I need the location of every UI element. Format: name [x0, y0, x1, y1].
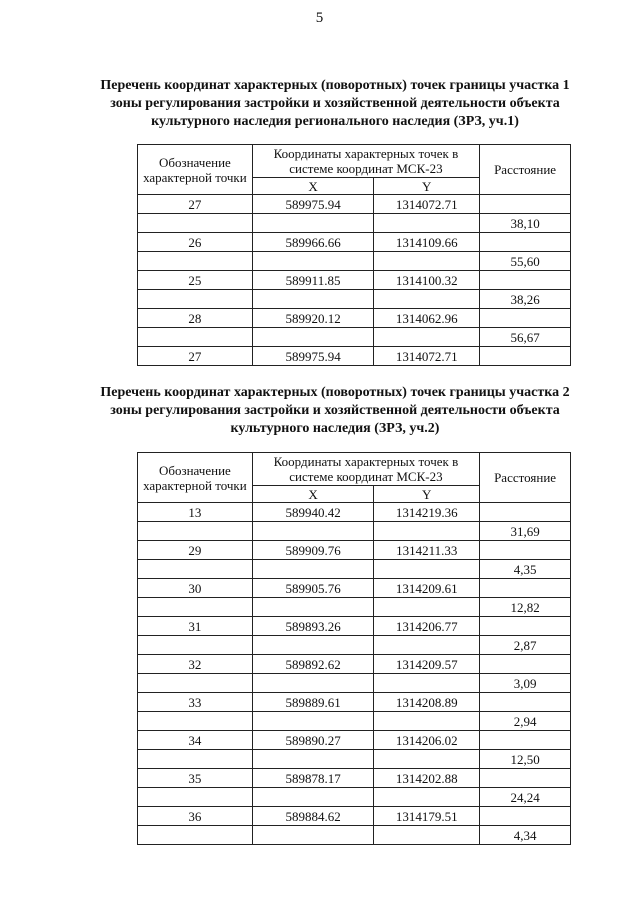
header-point-designation: Обозначение характерной точки	[138, 453, 253, 503]
cell-distance: 55,60	[480, 252, 571, 271]
cell-distance: 12,50	[480, 750, 571, 769]
cell-point	[138, 674, 253, 693]
cell-x	[252, 522, 374, 541]
point-row	[138, 731, 571, 750]
cell-x	[252, 750, 374, 769]
cell-point: 30	[138, 579, 253, 598]
cell-y	[374, 522, 480, 541]
header-y: Y	[374, 178, 480, 195]
cell-distance	[480, 579, 571, 598]
cell-y: 1314209.61	[374, 579, 480, 598]
cell-y: 1314109.66	[374, 233, 480, 252]
cell-point	[138, 328, 253, 347]
cell-y	[374, 826, 480, 845]
cell-distance: 31,69	[480, 522, 571, 541]
cell-x	[252, 636, 374, 655]
point-row	[138, 541, 571, 560]
cell-x: 589884.62	[252, 807, 374, 826]
cell-x	[252, 788, 374, 807]
section-2-title-line: зоны регулирования застройки и хозяйственной деятельности объекта	[110, 403, 560, 418]
cell-x: 589889.61	[252, 693, 374, 712]
header-distance: Расстояние	[480, 453, 571, 503]
cell-point	[138, 598, 253, 617]
distance-row	[138, 290, 571, 309]
cell-point: 26	[138, 233, 253, 252]
point-row	[138, 347, 571, 366]
distance-row	[138, 560, 571, 579]
coordinates-table-2	[137, 452, 571, 845]
cell-distance	[480, 271, 571, 290]
cell-y: 1314072.71	[374, 195, 480, 214]
cell-x	[252, 328, 374, 347]
cell-x: 589878.17	[252, 769, 374, 788]
cell-y	[374, 636, 480, 655]
cell-point: 36	[138, 807, 253, 826]
cell-point	[138, 826, 253, 845]
cell-point	[138, 712, 253, 731]
cell-x: 589890.27	[252, 731, 374, 750]
cell-y	[374, 598, 480, 617]
cell-y	[374, 214, 480, 233]
section-1-title	[70, 77, 600, 131]
cell-x: 589920.12	[252, 309, 374, 328]
cell-y	[374, 290, 480, 309]
page-number: 5	[315, 10, 324, 26]
header-coordinates: Координаты характерных точек в системе координат МСК-23	[252, 145, 479, 178]
point-row	[138, 617, 571, 636]
cell-y	[374, 788, 480, 807]
cell-y	[374, 750, 480, 769]
cell-y	[374, 560, 480, 579]
cell-y: 1314206.77	[374, 617, 480, 636]
point-row	[138, 579, 571, 598]
point-row	[138, 233, 571, 252]
cell-distance: 2,87	[480, 636, 571, 655]
cell-x	[252, 598, 374, 617]
cell-x: 589893.26	[252, 617, 374, 636]
distance-row	[138, 636, 571, 655]
distance-row	[138, 712, 571, 731]
cell-x	[252, 712, 374, 731]
cell-x: 589966.66	[252, 233, 374, 252]
cell-distance	[480, 309, 571, 328]
cell-point: 32	[138, 655, 253, 674]
cell-x: 589909.76	[252, 541, 374, 560]
point-row	[138, 309, 571, 328]
section-1-title-line: культурного наследия регионального наследия (ЗРЗ, уч.1)	[151, 114, 519, 129]
cell-distance: 38,10	[480, 214, 571, 233]
cell-point: 35	[138, 769, 253, 788]
cell-y: 1314206.02	[374, 731, 480, 750]
cell-point: 29	[138, 541, 253, 560]
cell-x	[252, 674, 374, 693]
cell-y	[374, 252, 480, 271]
cell-distance	[480, 693, 571, 712]
distance-row	[138, 522, 571, 541]
cell-x	[252, 560, 374, 579]
cell-point: 27	[138, 195, 253, 214]
cell-x	[252, 290, 374, 309]
distance-row	[138, 750, 571, 769]
cell-y: 1314179.51	[374, 807, 480, 826]
cell-point: 13	[138, 503, 253, 522]
section-1-title-line: Перечень координат характерных (поворотных) точек границы участка 1	[100, 78, 570, 93]
point-row	[138, 503, 571, 522]
cell-point: 31	[138, 617, 253, 636]
cell-distance: 4,35	[480, 560, 571, 579]
cell-distance: 38,26	[480, 290, 571, 309]
cell-distance	[480, 347, 571, 366]
cell-y: 1314100.32	[374, 271, 480, 290]
cell-x: 589940.42	[252, 503, 374, 522]
cell-point	[138, 560, 253, 579]
cell-x: 589911.85	[252, 271, 374, 290]
header-x: X	[252, 486, 374, 503]
cell-y	[374, 328, 480, 347]
cell-point: 34	[138, 731, 253, 750]
section-2-title-line: Перечень координат характерных (поворотных) точек границы участка 2	[100, 385, 570, 400]
cell-point: 33	[138, 693, 253, 712]
cell-point	[138, 252, 253, 271]
distance-row	[138, 214, 571, 233]
cell-y: 1314209.57	[374, 655, 480, 674]
cell-y	[374, 712, 480, 731]
cell-distance: 24,24	[480, 788, 571, 807]
header-distance: Расстояние	[480, 145, 571, 195]
cell-y: 1314202.88	[374, 769, 480, 788]
cell-point	[138, 522, 253, 541]
point-row	[138, 769, 571, 788]
cell-distance: 12,82	[480, 598, 571, 617]
cell-distance	[480, 503, 571, 522]
cell-distance	[480, 233, 571, 252]
cell-x: 589975.94	[252, 195, 374, 214]
header-coordinates: Координаты характерных точек в системе координат МСК-23	[252, 453, 479, 486]
point-row	[138, 271, 571, 290]
cell-x: 589892.62	[252, 655, 374, 674]
distance-row	[138, 826, 571, 845]
cell-point: 25	[138, 271, 253, 290]
cell-point	[138, 214, 253, 233]
distance-row	[138, 252, 571, 271]
cell-distance	[480, 617, 571, 636]
cell-y: 1314211.33	[374, 541, 480, 560]
section-2-title-line: культурного наследия (ЗРЗ, уч.2)	[230, 421, 440, 436]
section-1-title-line: зоны регулирования застройки и хозяйственной деятельности объекта	[110, 96, 560, 111]
distance-row	[138, 788, 571, 807]
cell-distance	[480, 731, 571, 750]
cell-y: 1314062.96	[374, 309, 480, 328]
cell-distance	[480, 807, 571, 826]
cell-point	[138, 290, 253, 309]
cell-distance	[480, 541, 571, 560]
cell-y: 1314208.89	[374, 693, 480, 712]
section-2-title	[70, 384, 600, 438]
distance-row	[138, 598, 571, 617]
cell-x	[252, 214, 374, 233]
cell-distance	[480, 769, 571, 788]
point-row	[138, 655, 571, 674]
cell-y: 1314219.36	[374, 503, 480, 522]
cell-distance	[480, 195, 571, 214]
cell-point	[138, 788, 253, 807]
cell-distance: 4,34	[480, 826, 571, 845]
cell-distance	[480, 655, 571, 674]
cell-distance: 3,09	[480, 674, 571, 693]
cell-y: 1314072.71	[374, 347, 480, 366]
cell-point: 28	[138, 309, 253, 328]
point-row	[138, 693, 571, 712]
header-point-designation: Обозначение характерной точки	[138, 145, 253, 195]
cell-x: 589975.94	[252, 347, 374, 366]
distance-row	[138, 674, 571, 693]
cell-y	[374, 674, 480, 693]
cell-distance: 56,67	[480, 328, 571, 347]
header-x: X	[252, 178, 374, 195]
coordinates-table-1	[137, 144, 571, 366]
cell-point	[138, 750, 253, 769]
cell-distance: 2,94	[480, 712, 571, 731]
cell-x: 589905.76	[252, 579, 374, 598]
cell-x	[252, 826, 374, 845]
distance-row	[138, 328, 571, 347]
point-row	[138, 807, 571, 826]
cell-point: 27	[138, 347, 253, 366]
point-row	[138, 195, 571, 214]
cell-x	[252, 252, 374, 271]
cell-point	[138, 636, 253, 655]
header-y: Y	[374, 486, 480, 503]
